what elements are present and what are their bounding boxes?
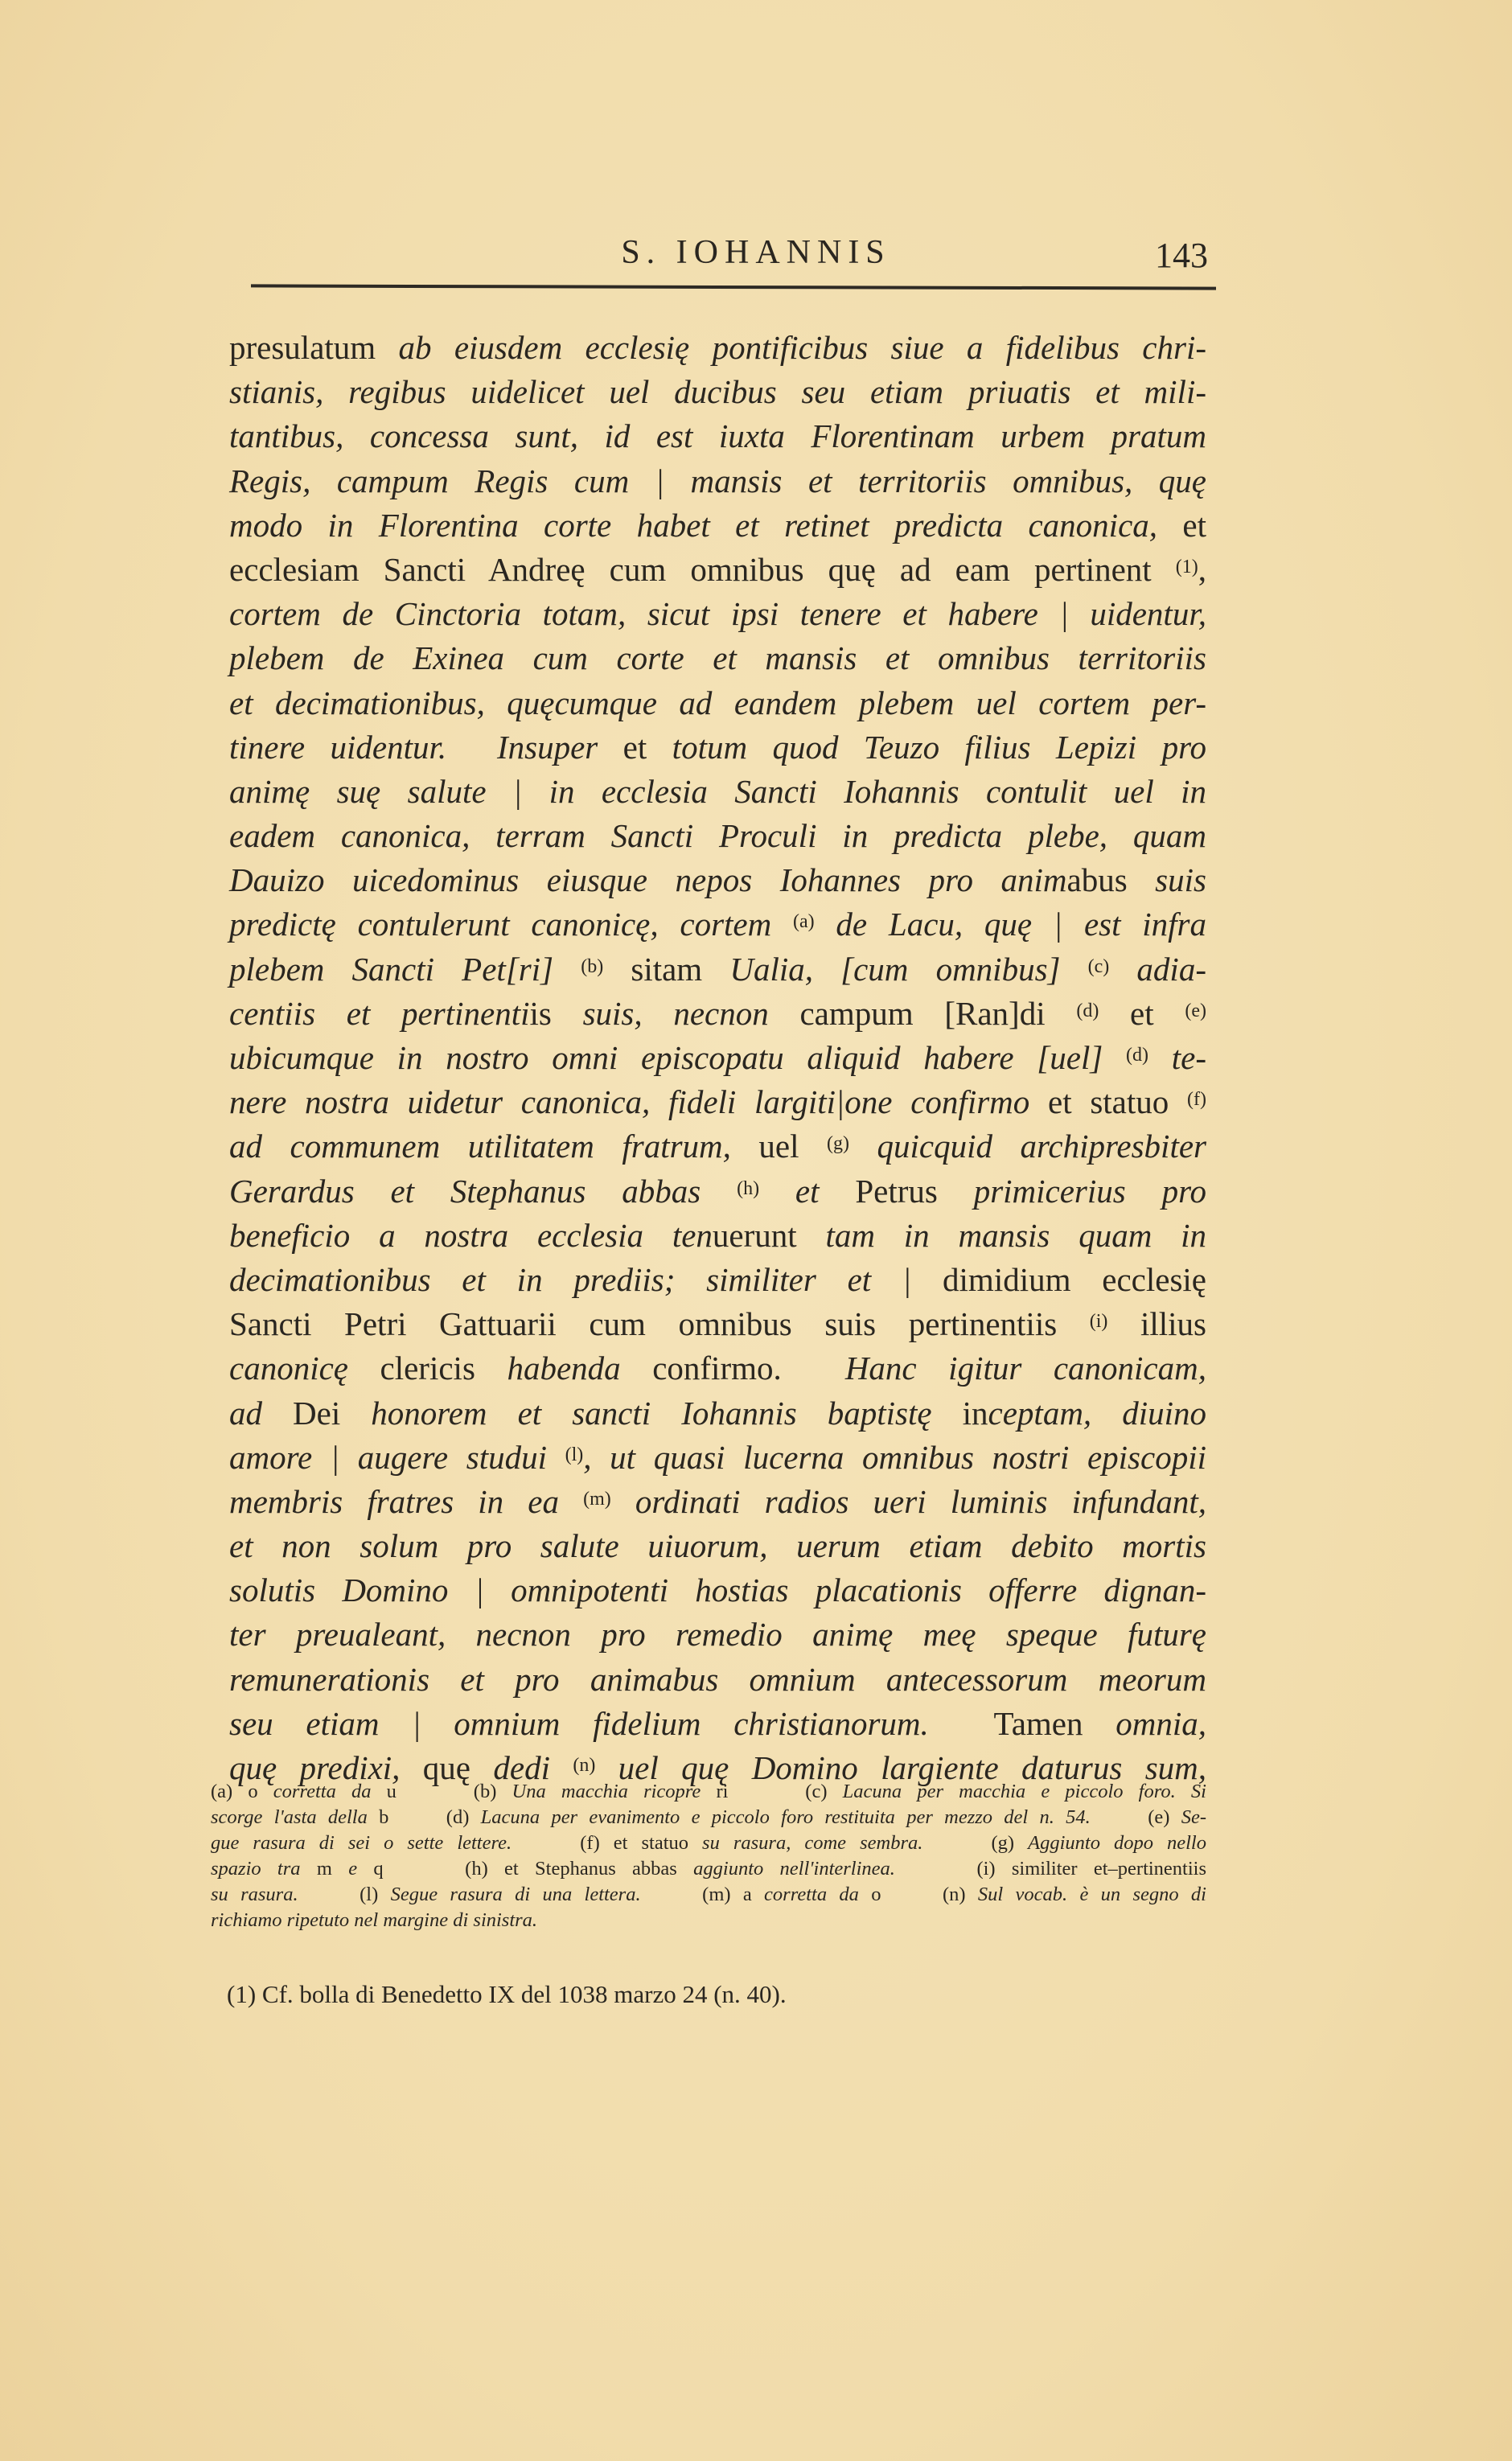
italic-text: , ut quasi lucerna omnibus nostri episcopii — [583, 1438, 1206, 1476]
text-line — [229, 326, 1206, 370]
italic-text: corretta da — [764, 1884, 859, 1905]
roman-text: in — [962, 1394, 988, 1432]
text-line — [229, 1214, 1206, 1258]
text-line — [229, 459, 1206, 503]
italic-text: ceptam, diuino — [988, 1394, 1207, 1432]
text-line — [229, 858, 1206, 902]
italic-text: dedi — [493, 1749, 573, 1786]
roman-text: dimidium ecclesię — [943, 1260, 1206, 1298]
text-line — [229, 1613, 1206, 1657]
text-line — [229, 1169, 1206, 1214]
text-line — [229, 1036, 1206, 1080]
roman-text: , — [1198, 550, 1206, 588]
footnote-line — [211, 1856, 1206, 1882]
italic-text: Gerardus et Stephanus abbas — [229, 1172, 738, 1210]
italic-text: decimationibus et in prediis; similiter et | — [229, 1260, 943, 1298]
italic-text: plebem Sancti Pet[ri] — [229, 950, 581, 988]
italic-text: richiamo ripetuto nel margine di sinistra. — [211, 1909, 538, 1931]
italic-text: suis — [1127, 861, 1206, 899]
italic-text: suis, necnon — [582, 994, 769, 1032]
footnote-line — [211, 1882, 1206, 1908]
footnote-marker: (g) — [827, 1133, 849, 1155]
roman-text: m — [300, 1858, 349, 1880]
text-line — [229, 1702, 1206, 1746]
roman-text: (a) o — [211, 1781, 273, 1802]
italic-text: Segue rasura di una lettera. — [390, 1884, 641, 1905]
running-title: S. IOHANNIS — [621, 234, 891, 271]
roman-text: et — [1157, 506, 1207, 544]
roman-text: sitam — [603, 950, 730, 988]
footnote-marker: (e) — [1185, 1000, 1206, 1021]
footnote-marker: (c) — [1087, 955, 1110, 977]
footnote-marker: (1) — [1175, 556, 1198, 577]
roman-text: (f) et statuo — [512, 1832, 703, 1854]
italic-text: seu etiam | omnium fidelium christianorum. — [229, 1704, 929, 1742]
italic-text: et — [759, 1172, 820, 1210]
italic-text: solutis Domino | omnipotenti hostias placationis offerre dignan- — [229, 1572, 1206, 1609]
italic-text: quę predixi, — [229, 1749, 401, 1786]
text-line — [229, 1124, 1206, 1169]
roman-text: (i) similiter et–pertinentiis — [894, 1858, 1207, 1880]
italic-text: modo in Florentina corte habet et retinet predicta canonica, — [229, 506, 1158, 544]
text-line — [229, 1568, 1206, 1613]
roman-text: campum [Ran]di — [768, 994, 1077, 1032]
italic-text: nere nostra uidetur canonica, fideli largiti|one confirmo — [229, 1083, 1030, 1121]
italic-text: ordinati radios ueri luminis infundant, — [610, 1482, 1206, 1520]
italic-text: ad — [229, 1394, 262, 1432]
text-line — [229, 947, 1206, 992]
roman-text: Petrus — [819, 1172, 974, 1210]
text-line — [229, 636, 1206, 680]
text-line — [229, 1080, 1206, 1124]
italic-text: spazio tra — [211, 1858, 301, 1880]
roman-text: o (n) — [858, 1884, 978, 1905]
italic-text: Una macchia ricopre — [512, 1781, 701, 1802]
italic-text: habenda — [507, 1350, 621, 1387]
italic-text: centiis et pertinenti — [229, 994, 530, 1032]
italic-text: et decimationibus, quęcumque ad eandem plebem uel cortem per- — [229, 684, 1206, 721]
italic-text: ubicumque in nostro omni episcopatu aliquid habere [uel] — [229, 1039, 1127, 1076]
roman-text: b (d) — [367, 1806, 481, 1828]
footnote-marker: (i) — [1089, 1311, 1108, 1333]
italic-text: su rasura, come sembra. — [702, 1832, 923, 1854]
text-line — [229, 370, 1206, 414]
footnote-marker: (b) — [581, 955, 604, 977]
italic-text: predictę contulerunt canonicę, cortem — [229, 906, 794, 943]
text-line — [229, 1258, 1206, 1302]
italic-text: gue rasura di sei o sette lettere. — [211, 1832, 512, 1854]
italic-text: Regis, campum Regis cum | mansis et territoriis omnibus, quę — [229, 462, 1206, 499]
roman-text: uerunt — [712, 1216, 797, 1254]
page-number: 143 — [1155, 236, 1208, 275]
footnote-marker: (f) — [1187, 1089, 1206, 1111]
italic-text: corretta da — [273, 1781, 372, 1802]
text-line — [229, 725, 1206, 770]
roman-text: presulatum — [229, 329, 399, 366]
roman-text: confirmo. — [620, 1350, 845, 1387]
italic-text: stianis, regibus uidelicet uel ducibus seu etiam priuatis et mili- — [229, 373, 1206, 411]
footnote-marker: (m) — [583, 1488, 611, 1510]
header-rule — [251, 284, 1216, 290]
roman-text: Tamen — [928, 1704, 1116, 1742]
italic-text: primicerius pro — [973, 1172, 1207, 1210]
text-line — [229, 1346, 1206, 1391]
italic-text: Sul vocab. è un segno di — [977, 1884, 1206, 1905]
footnote-marker: (d) — [1076, 1000, 1099, 1021]
text-line — [229, 414, 1206, 458]
roman-text: illius — [1107, 1305, 1206, 1343]
italic-text: membris fratres in ea — [229, 1482, 584, 1520]
footnote-line — [211, 1908, 1206, 1933]
roman-text: (g) — [922, 1832, 1029, 1854]
roman-text: (l) — [298, 1884, 391, 1905]
italic-text: Ualia, [cum omnibus] — [729, 950, 1088, 988]
italic-text: Aggiunto dopo nello — [1028, 1832, 1206, 1854]
roman-text: et statuo — [1029, 1083, 1188, 1121]
italic-text: canonicę — [229, 1350, 348, 1387]
footnote-marker: (l) — [565, 1444, 584, 1465]
italic-text: tinere uidentur. Insuper — [229, 728, 598, 766]
footnote-marker: (a) — [793, 911, 815, 933]
text-line — [229, 503, 1206, 548]
roman-text: clericis — [347, 1350, 507, 1387]
italic-text: tam in mansis quam in — [796, 1216, 1207, 1254]
italic-text: Hanc igitur canonicam, — [844, 1350, 1206, 1387]
italic-text: beneficio a nostra ecclesia ten — [229, 1216, 713, 1254]
roman-text: q (h) et Stephanus abbas — [357, 1858, 694, 1880]
text-line — [229, 1524, 1206, 1568]
italic-text: tantibus, concessa sunt, id est iuxta Florentinam urbem pratum — [229, 417, 1206, 455]
italic-text: te- — [1148, 1039, 1206, 1076]
roman-text: quę — [400, 1749, 494, 1786]
historical-footnote: (1) Cf. bolla di Benedetto IX del 1038 marzo 24 (n. 40). — [227, 1980, 787, 2008]
roman-text: ri (c) — [701, 1781, 843, 1802]
text-line — [229, 1480, 1206, 1524]
italic-text: cortem de Cinctoria totam, sicut ipsi tenere et habere | uidentur, — [229, 595, 1206, 633]
footnote-marker: (d) — [1126, 1045, 1149, 1066]
roman-text: is — [529, 994, 583, 1032]
italic-text: de Lacu, quę | est infra — [814, 906, 1206, 943]
italic-text: su rasura. — [211, 1884, 298, 1905]
text-line — [229, 681, 1206, 725]
footnote-line — [211, 1805, 1206, 1830]
footnote-marker: (h) — [737, 1177, 760, 1199]
text-line — [229, 902, 1206, 947]
roman-text: u (b) — [371, 1781, 512, 1802]
roman-text: abus — [1066, 861, 1128, 899]
critical-apparatus-footnotes — [211, 1779, 1206, 1933]
roman-text: Dei — [262, 1394, 372, 1432]
roman-text: uel — [730, 1128, 827, 1165]
roman-text: et — [1099, 994, 1185, 1032]
italic-text: Dauizo uicedominus eiusque nepos Iohannes pro anim — [229, 861, 1067, 899]
text-line — [229, 1391, 1206, 1436]
text-line — [229, 592, 1206, 636]
roman-text: Sancti Petri Gattuarii cum omnibus suis pertinentiis — [229, 1305, 1090, 1343]
italic-text: e — [348, 1858, 358, 1880]
roman-text: et — [598, 728, 672, 766]
text-line — [229, 548, 1206, 592]
italic-text: totum quod Teuzo filius Lepizi pro — [672, 728, 1207, 766]
italic-text: amore | augere studui — [229, 1438, 565, 1476]
italic-text: Lacuna per macchia e piccolo foro. Si — [842, 1781, 1206, 1802]
italic-text: uel quę Domino largiente daturus sum, — [595, 1749, 1207, 1786]
roman-text: (e) — [1090, 1806, 1181, 1828]
italic-text: honorem et sancti Iohannis baptistę — [371, 1394, 963, 1432]
italic-text: remunerationis et pro animabus omnium antecessorum meorum — [229, 1660, 1206, 1698]
text-line — [229, 1658, 1206, 1702]
italic-text: ad communem utilitatem fratrum, — [229, 1128, 731, 1165]
footnote-line — [211, 1830, 1206, 1856]
italic-text: ter preualeant, necnon pro remedio animę meę speque futurę — [229, 1616, 1206, 1654]
body-text — [229, 326, 1206, 1790]
italic-text: Se- — [1181, 1806, 1206, 1828]
italic-text: scorge l'asta della — [211, 1806, 368, 1828]
italic-text: omnia, — [1116, 1704, 1206, 1742]
italic-text: ab eiusdem ecclesię pontificibus siue a fidelibus chri- — [398, 329, 1206, 366]
italic-text: animę suę salute | in ecclesia Sancti Iohannis contulit uel in — [229, 772, 1206, 810]
text-line — [229, 770, 1206, 814]
italic-text: Lacuna per evanimento e piccolo foro restituita per mezzo del n. 54. — [480, 1806, 1091, 1828]
text-line — [229, 1302, 1206, 1346]
text-line — [229, 1436, 1206, 1480]
roman-text: ecclesiam Sancti Andreę cum omnibus quę ad eam pertinent — [229, 550, 1176, 588]
footnote-marker: (n) — [573, 1755, 596, 1776]
italic-text: adia- — [1109, 950, 1206, 988]
text-line — [229, 814, 1206, 858]
italic-text: et non solum pro salute uiuorum, uerum etiam debito mortis — [229, 1527, 1206, 1565]
text-line — [229, 992, 1206, 1036]
italic-text: plebem de Exinea cum corte et mansis et omnibus territoriis — [229, 639, 1206, 677]
italic-text: quicquid archipresbiter — [848, 1128, 1206, 1165]
italic-text: aggiunto nell'interlinea. — [693, 1858, 895, 1880]
footnote-line — [211, 1779, 1206, 1805]
italic-text: eadem canonica, terram Sancti Proculi in predicta plebe, quam — [229, 817, 1206, 855]
roman-text: (m) a — [640, 1884, 765, 1905]
